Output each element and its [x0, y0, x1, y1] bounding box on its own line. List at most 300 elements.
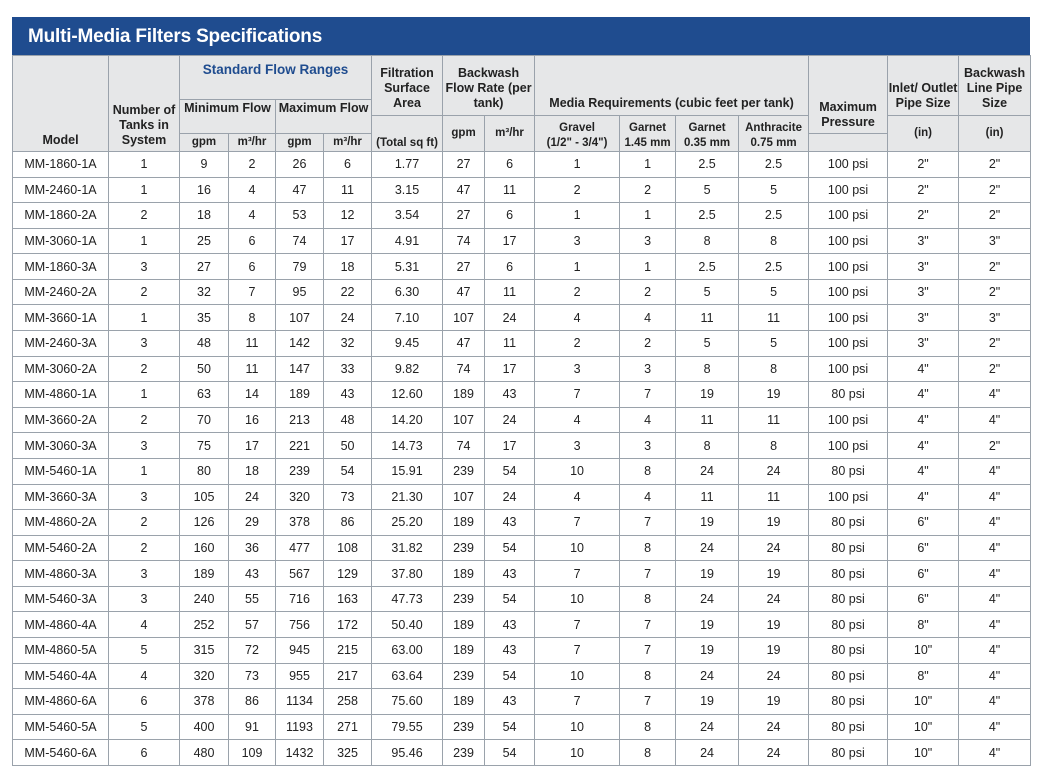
cell-garnet-fine: 19 [676, 612, 739, 638]
cell-garnet-fine: 5 [676, 279, 739, 305]
cell-min-m3hr: 11 [229, 331, 276, 357]
cell-min-m3hr: 57 [229, 612, 276, 638]
cell-model: MM-5460-3A [13, 586, 109, 612]
cell-backwash-line-size: 4" [959, 689, 1031, 715]
cell-backwash-gpm: 107 [443, 407, 485, 433]
cell-anthracite: 11 [739, 407, 809, 433]
cell-model: MM-5460-5A [13, 714, 109, 740]
cell-garnet-fine: 11 [676, 484, 739, 510]
cell-min-gpm: 63 [180, 382, 229, 408]
cell-inlet-size: 6" [888, 586, 959, 612]
cell-backwash-line-size: 4" [959, 382, 1031, 408]
cell-max-gpm: 107 [276, 305, 324, 331]
cell-garnet-coarse: 7 [620, 637, 676, 663]
table-row [13, 382, 1031, 408]
header-max-flow: Maximum Flow [276, 100, 372, 134]
cell-gravel: 7 [535, 612, 620, 638]
cell-anthracite: 8 [739, 433, 809, 459]
cell-anthracite: 8 [739, 356, 809, 382]
cell-gravel: 3 [535, 433, 620, 459]
cell-max-m3hr: 17 [324, 228, 372, 254]
cell-backwash-line-size: 4" [959, 510, 1031, 536]
cell-inlet-size: 4" [888, 356, 959, 382]
cell-max-gpm: 213 [276, 407, 324, 433]
cell-max-m3hr: 258 [324, 689, 372, 715]
garnet-coarse-size: 1.45 mm [624, 137, 671, 149]
cell-model: MM-4860-6A [13, 689, 109, 715]
cell-max-pressure: 100 psi [809, 279, 888, 305]
cell-tanks: 3 [109, 484, 180, 510]
cell-max-gpm: 945 [276, 637, 324, 663]
cell-max-gpm: 1432 [276, 740, 324, 766]
cell-min-m3hr: 4 [229, 203, 276, 229]
cell-filtration-area: 9.45 [372, 331, 443, 357]
header-backwash-line: Backwash Line Pipe Size [959, 56, 1031, 116]
cell-filtration-area: 21.30 [372, 484, 443, 510]
cell-backwash-line-size: 4" [959, 561, 1031, 587]
table-row [13, 305, 1031, 331]
cell-max-pressure: 80 psi [809, 382, 888, 408]
cell-inlet-size: 4" [888, 407, 959, 433]
cell-tanks: 3 [109, 254, 180, 280]
cell-tanks: 2 [109, 356, 180, 382]
table-row [13, 484, 1031, 510]
header-inlet-unit: (in) [888, 116, 959, 152]
cell-max-m3hr: 73 [324, 484, 372, 510]
cell-garnet-fine: 11 [676, 407, 739, 433]
cell-max-pressure: 80 psi [809, 740, 888, 766]
cell-tanks: 1 [109, 458, 180, 484]
cell-min-m3hr: 2 [229, 152, 276, 178]
cell-min-m3hr: 86 [229, 689, 276, 715]
garnet-fine-label: Garnet [688, 122, 726, 134]
cell-inlet-size: 4" [888, 433, 959, 459]
cell-tanks: 1 [109, 228, 180, 254]
cell-tanks: 3 [109, 331, 180, 357]
header-model: Model [13, 56, 109, 152]
cell-max-m3hr: 54 [324, 458, 372, 484]
cell-backwash-gpm: 74 [443, 433, 485, 459]
cell-model: MM-3660-3A [13, 484, 109, 510]
cell-gravel: 2 [535, 177, 620, 203]
cell-backwash-m3hr: 11 [485, 279, 535, 305]
cell-inlet-size: 3" [888, 254, 959, 280]
header-backwash-m3hr: m³/hr [485, 116, 535, 152]
cell-garnet-fine: 2.5 [676, 152, 739, 178]
cell-anthracite: 2.5 [739, 203, 809, 229]
cell-anthracite: 11 [739, 305, 809, 331]
cell-tanks: 1 [109, 305, 180, 331]
cell-max-m3hr: 163 [324, 586, 372, 612]
table-row [13, 510, 1031, 536]
cell-inlet-size: 4" [888, 382, 959, 408]
cell-backwash-m3hr: 11 [485, 177, 535, 203]
cell-gravel: 7 [535, 689, 620, 715]
cell-min-gpm: 9 [180, 152, 229, 178]
cell-backwash-m3hr: 54 [485, 458, 535, 484]
table-row [13, 637, 1031, 663]
cell-max-pressure: 80 psi [809, 714, 888, 740]
cell-gravel: 7 [535, 510, 620, 536]
cell-model: MM-3060-2A [13, 356, 109, 382]
cell-anthracite: 24 [739, 535, 809, 561]
cell-backwash-m3hr: 43 [485, 382, 535, 408]
cell-garnet-coarse: 4 [620, 484, 676, 510]
cell-max-m3hr: 22 [324, 279, 372, 305]
cell-max-gpm: 320 [276, 484, 324, 510]
header-inlet: Inlet/ Outlet Pipe Size [888, 56, 959, 116]
cell-max-gpm: 477 [276, 535, 324, 561]
cell-tanks: 6 [109, 740, 180, 766]
cell-tanks: 1 [109, 382, 180, 408]
cell-max-pressure: 80 psi [809, 586, 888, 612]
cell-tanks: 2 [109, 535, 180, 561]
cell-min-gpm: 315 [180, 637, 229, 663]
cell-gravel: 3 [535, 228, 620, 254]
cell-backwash-gpm: 47 [443, 331, 485, 357]
cell-garnet-fine: 24 [676, 535, 739, 561]
cell-max-gpm: 378 [276, 510, 324, 536]
cell-max-m3hr: 215 [324, 637, 372, 663]
cell-backwash-line-size: 2" [959, 279, 1031, 305]
cell-backwash-line-size: 2" [959, 356, 1031, 382]
cell-backwash-gpm: 189 [443, 637, 485, 663]
cell-max-gpm: 189 [276, 382, 324, 408]
cell-gravel: 4 [535, 305, 620, 331]
cell-tanks: 2 [109, 510, 180, 536]
cell-min-gpm: 80 [180, 458, 229, 484]
cell-max-pressure: 100 psi [809, 152, 888, 178]
cell-anthracite: 8 [739, 228, 809, 254]
cell-gravel: 1 [535, 203, 620, 229]
cell-garnet-coarse: 2 [620, 279, 676, 305]
cell-min-m3hr: 24 [229, 484, 276, 510]
cell-backwash-m3hr: 54 [485, 663, 535, 689]
cell-filtration-area: 37.80 [372, 561, 443, 587]
cell-backwash-gpm: 189 [443, 561, 485, 587]
cell-model: MM-5460-4A [13, 663, 109, 689]
cell-max-gpm: 142 [276, 331, 324, 357]
cell-model: MM-4860-3A [13, 561, 109, 587]
cell-min-m3hr: 29 [229, 510, 276, 536]
cell-backwash-m3hr: 43 [485, 510, 535, 536]
cell-min-gpm: 105 [180, 484, 229, 510]
cell-garnet-fine: 24 [676, 714, 739, 740]
cell-filtration-area: 7.10 [372, 305, 443, 331]
cell-backwash-line-size: 2" [959, 152, 1031, 178]
cell-anthracite: 5 [739, 279, 809, 305]
cell-gravel: 7 [535, 561, 620, 587]
cell-min-m3hr: 16 [229, 407, 276, 433]
cell-min-gpm: 48 [180, 331, 229, 357]
cell-tanks: 3 [109, 433, 180, 459]
cell-garnet-coarse: 7 [620, 510, 676, 536]
cell-backwash-gpm: 47 [443, 279, 485, 305]
cell-garnet-coarse: 3 [620, 433, 676, 459]
cell-max-gpm: 95 [276, 279, 324, 305]
garnet-coarse-label: Garnet [629, 122, 667, 134]
table-row [13, 279, 1031, 305]
cell-model: MM-5460-2A [13, 535, 109, 561]
cell-tanks: 1 [109, 177, 180, 203]
cell-model: MM-1860-3A [13, 254, 109, 280]
cell-max-pressure: 80 psi [809, 561, 888, 587]
cell-max-pressure: 100 psi [809, 305, 888, 331]
cell-backwash-m3hr: 24 [485, 484, 535, 510]
cell-garnet-coarse: 4 [620, 407, 676, 433]
cell-model: MM-3060-1A [13, 228, 109, 254]
cell-min-m3hr: 72 [229, 637, 276, 663]
cell-inlet-size: 10" [888, 714, 959, 740]
cell-backwash-m3hr: 6 [485, 152, 535, 178]
cell-max-m3hr: 108 [324, 535, 372, 561]
cell-tanks: 6 [109, 689, 180, 715]
cell-tanks: 4 [109, 663, 180, 689]
cell-filtration-area: 4.91 [372, 228, 443, 254]
cell-inlet-size: 4" [888, 458, 959, 484]
cell-max-m3hr: 33 [324, 356, 372, 382]
cell-min-m3hr: 8 [229, 305, 276, 331]
cell-filtration-area: 31.82 [372, 535, 443, 561]
header-max-pressure: Maximum Pressure [809, 56, 888, 134]
cell-anthracite: 19 [739, 689, 809, 715]
anthracite-label: Anthracite [745, 122, 802, 134]
cell-model: MM-1860-2A [13, 203, 109, 229]
cell-backwash-gpm: 189 [443, 689, 485, 715]
cell-filtration-area: 79.55 [372, 714, 443, 740]
cell-min-gpm: 240 [180, 586, 229, 612]
cell-max-m3hr: 43 [324, 382, 372, 408]
cell-backwash-gpm: 189 [443, 382, 485, 408]
gravel-size: (1/2" - 3/4") [546, 137, 608, 149]
cell-min-gpm: 252 [180, 612, 229, 638]
cell-backwash-gpm: 74 [443, 228, 485, 254]
cell-backwash-line-size: 3" [959, 305, 1031, 331]
cell-anthracite: 24 [739, 714, 809, 740]
cell-gravel: 1 [535, 152, 620, 178]
cell-min-gpm: 25 [180, 228, 229, 254]
cell-backwash-gpm: 239 [443, 535, 485, 561]
cell-backwash-gpm: 107 [443, 484, 485, 510]
cell-tanks: 1 [109, 152, 180, 178]
cell-garnet-fine: 8 [676, 433, 739, 459]
cell-garnet-coarse: 4 [620, 305, 676, 331]
cell-max-pressure: 80 psi [809, 458, 888, 484]
header-tanks: Number of Tanks in System [109, 56, 180, 152]
cell-model: MM-1860-1A [13, 152, 109, 178]
cell-tanks: 3 [109, 561, 180, 587]
cell-min-gpm: 480 [180, 740, 229, 766]
cell-model: MM-4860-2A [13, 510, 109, 536]
cell-max-gpm: 955 [276, 663, 324, 689]
cell-garnet-fine: 5 [676, 331, 739, 357]
cell-garnet-fine: 2.5 [676, 254, 739, 280]
cell-tanks: 5 [109, 637, 180, 663]
cell-model: MM-2460-2A [13, 279, 109, 305]
cell-max-m3hr: 325 [324, 740, 372, 766]
cell-min-m3hr: 109 [229, 740, 276, 766]
cell-min-m3hr: 6 [229, 254, 276, 280]
cell-filtration-area: 47.73 [372, 586, 443, 612]
cell-garnet-fine: 5 [676, 177, 739, 203]
cell-backwash-m3hr: 6 [485, 203, 535, 229]
cell-anthracite: 24 [739, 740, 809, 766]
cell-max-pressure: 100 psi [809, 433, 888, 459]
table-row [13, 177, 1031, 203]
cell-filtration-area: 5.31 [372, 254, 443, 280]
cell-max-pressure: 100 psi [809, 177, 888, 203]
cell-min-m3hr: 73 [229, 663, 276, 689]
cell-garnet-coarse: 1 [620, 203, 676, 229]
cell-garnet-coarse: 2 [620, 331, 676, 357]
cell-gravel: 2 [535, 279, 620, 305]
cell-filtration-area: 14.73 [372, 433, 443, 459]
cell-min-gpm: 400 [180, 714, 229, 740]
cell-max-pressure: 100 psi [809, 254, 888, 280]
table-row [13, 714, 1031, 740]
cell-backwash-m3hr: 43 [485, 689, 535, 715]
cell-backwash-line-size: 2" [959, 177, 1031, 203]
cell-tanks: 4 [109, 612, 180, 638]
header-max-gpm: gpm [276, 134, 324, 152]
cell-max-m3hr: 6 [324, 152, 372, 178]
cell-backwash-line-size: 4" [959, 407, 1031, 433]
cell-anthracite: 11 [739, 484, 809, 510]
cell-max-m3hr: 32 [324, 331, 372, 357]
cell-garnet-fine: 8 [676, 356, 739, 382]
cell-filtration-area: 3.54 [372, 203, 443, 229]
cell-garnet-fine: 24 [676, 586, 739, 612]
cell-model: MM-3060-3A [13, 433, 109, 459]
cell-max-pressure: 100 psi [809, 331, 888, 357]
cell-backwash-line-size: 4" [959, 637, 1031, 663]
cell-filtration-area: 95.46 [372, 740, 443, 766]
cell-model: MM-5460-6A [13, 740, 109, 766]
cell-inlet-size: 8" [888, 612, 959, 638]
cell-min-m3hr: 36 [229, 535, 276, 561]
cell-min-gpm: 189 [180, 561, 229, 587]
cell-gravel: 4 [535, 407, 620, 433]
cell-max-pressure: 80 psi [809, 689, 888, 715]
cell-inlet-size: 6" [888, 561, 959, 587]
cell-min-m3hr: 43 [229, 561, 276, 587]
cell-anthracite: 5 [739, 331, 809, 357]
header-pressure-spacer [809, 134, 888, 152]
table-row [13, 612, 1031, 638]
cell-filtration-area: 25.20 [372, 510, 443, 536]
header-garnet-fine [676, 116, 739, 152]
cell-backwash-gpm: 239 [443, 586, 485, 612]
cell-anthracite: 24 [739, 663, 809, 689]
cell-inlet-size: 6" [888, 535, 959, 561]
cell-model: MM-2460-1A [13, 177, 109, 203]
cell-max-gpm: 79 [276, 254, 324, 280]
cell-garnet-fine: 19 [676, 561, 739, 587]
cell-gravel: 10 [535, 714, 620, 740]
cell-anthracite: 19 [739, 561, 809, 587]
cell-garnet-fine: 19 [676, 382, 739, 408]
cell-gravel: 10 [535, 458, 620, 484]
cell-garnet-fine: 24 [676, 663, 739, 689]
header-anthracite [739, 116, 809, 152]
cell-min-gpm: 18 [180, 203, 229, 229]
cell-max-m3hr: 48 [324, 407, 372, 433]
cell-min-m3hr: 11 [229, 356, 276, 382]
table-row [13, 407, 1031, 433]
cell-model: MM-3660-2A [13, 407, 109, 433]
cell-backwash-line-size: 2" [959, 254, 1031, 280]
cell-garnet-fine: 8 [676, 228, 739, 254]
cell-inlet-size: 10" [888, 637, 959, 663]
cell-filtration-area: 1.77 [372, 152, 443, 178]
cell-max-gpm: 221 [276, 433, 324, 459]
cell-garnet-coarse: 8 [620, 535, 676, 561]
cell-min-gpm: 35 [180, 305, 229, 331]
cell-backwash-line-size: 2" [959, 203, 1031, 229]
cell-gravel: 10 [535, 740, 620, 766]
table-row [13, 689, 1031, 715]
table-row [13, 586, 1031, 612]
table-row [13, 433, 1031, 459]
cell-inlet-size: 2" [888, 177, 959, 203]
cell-min-gpm: 126 [180, 510, 229, 536]
cell-max-m3hr: 24 [324, 305, 372, 331]
cell-gravel: 10 [535, 535, 620, 561]
cell-filtration-area: 9.82 [372, 356, 443, 382]
cell-gravel: 10 [535, 586, 620, 612]
cell-inlet-size: 3" [888, 305, 959, 331]
table-row [13, 561, 1031, 587]
cell-anthracite: 2.5 [739, 152, 809, 178]
table-row [13, 535, 1031, 561]
cell-garnet-coarse: 8 [620, 663, 676, 689]
table-row [13, 331, 1031, 357]
cell-max-m3hr: 129 [324, 561, 372, 587]
cell-garnet-coarse: 7 [620, 382, 676, 408]
cell-min-gpm: 75 [180, 433, 229, 459]
cell-filtration-area: 50.40 [372, 612, 443, 638]
cell-min-m3hr: 6 [229, 228, 276, 254]
cell-min-gpm: 16 [180, 177, 229, 203]
cell-max-pressure: 100 psi [809, 203, 888, 229]
cell-backwash-gpm: 239 [443, 663, 485, 689]
cell-garnet-coarse: 8 [620, 586, 676, 612]
table-row [13, 203, 1031, 229]
gravel-label: Gravel [559, 122, 595, 134]
header-backwash-line-unit: (in) [959, 116, 1031, 152]
cell-garnet-coarse: 3 [620, 228, 676, 254]
cell-tanks: 2 [109, 279, 180, 305]
cell-backwash-gpm: 239 [443, 740, 485, 766]
header-gravel [535, 116, 620, 152]
header-filtration: Filtration Surface Area [372, 56, 443, 116]
cell-inlet-size: 8" [888, 663, 959, 689]
cell-filtration-area: 6.30 [372, 279, 443, 305]
cell-max-gpm: 53 [276, 203, 324, 229]
cell-garnet-fine: 19 [676, 510, 739, 536]
cell-backwash-m3hr: 43 [485, 637, 535, 663]
cell-garnet-coarse: 3 [620, 356, 676, 382]
table-row [13, 228, 1031, 254]
cell-backwash-gpm: 189 [443, 510, 485, 536]
cell-inlet-size: 2" [888, 152, 959, 178]
table-row [13, 356, 1031, 382]
cell-anthracite: 19 [739, 612, 809, 638]
cell-min-gpm: 160 [180, 535, 229, 561]
cell-inlet-size: 3" [888, 228, 959, 254]
cell-inlet-size: 10" [888, 740, 959, 766]
cell-garnet-coarse: 8 [620, 458, 676, 484]
